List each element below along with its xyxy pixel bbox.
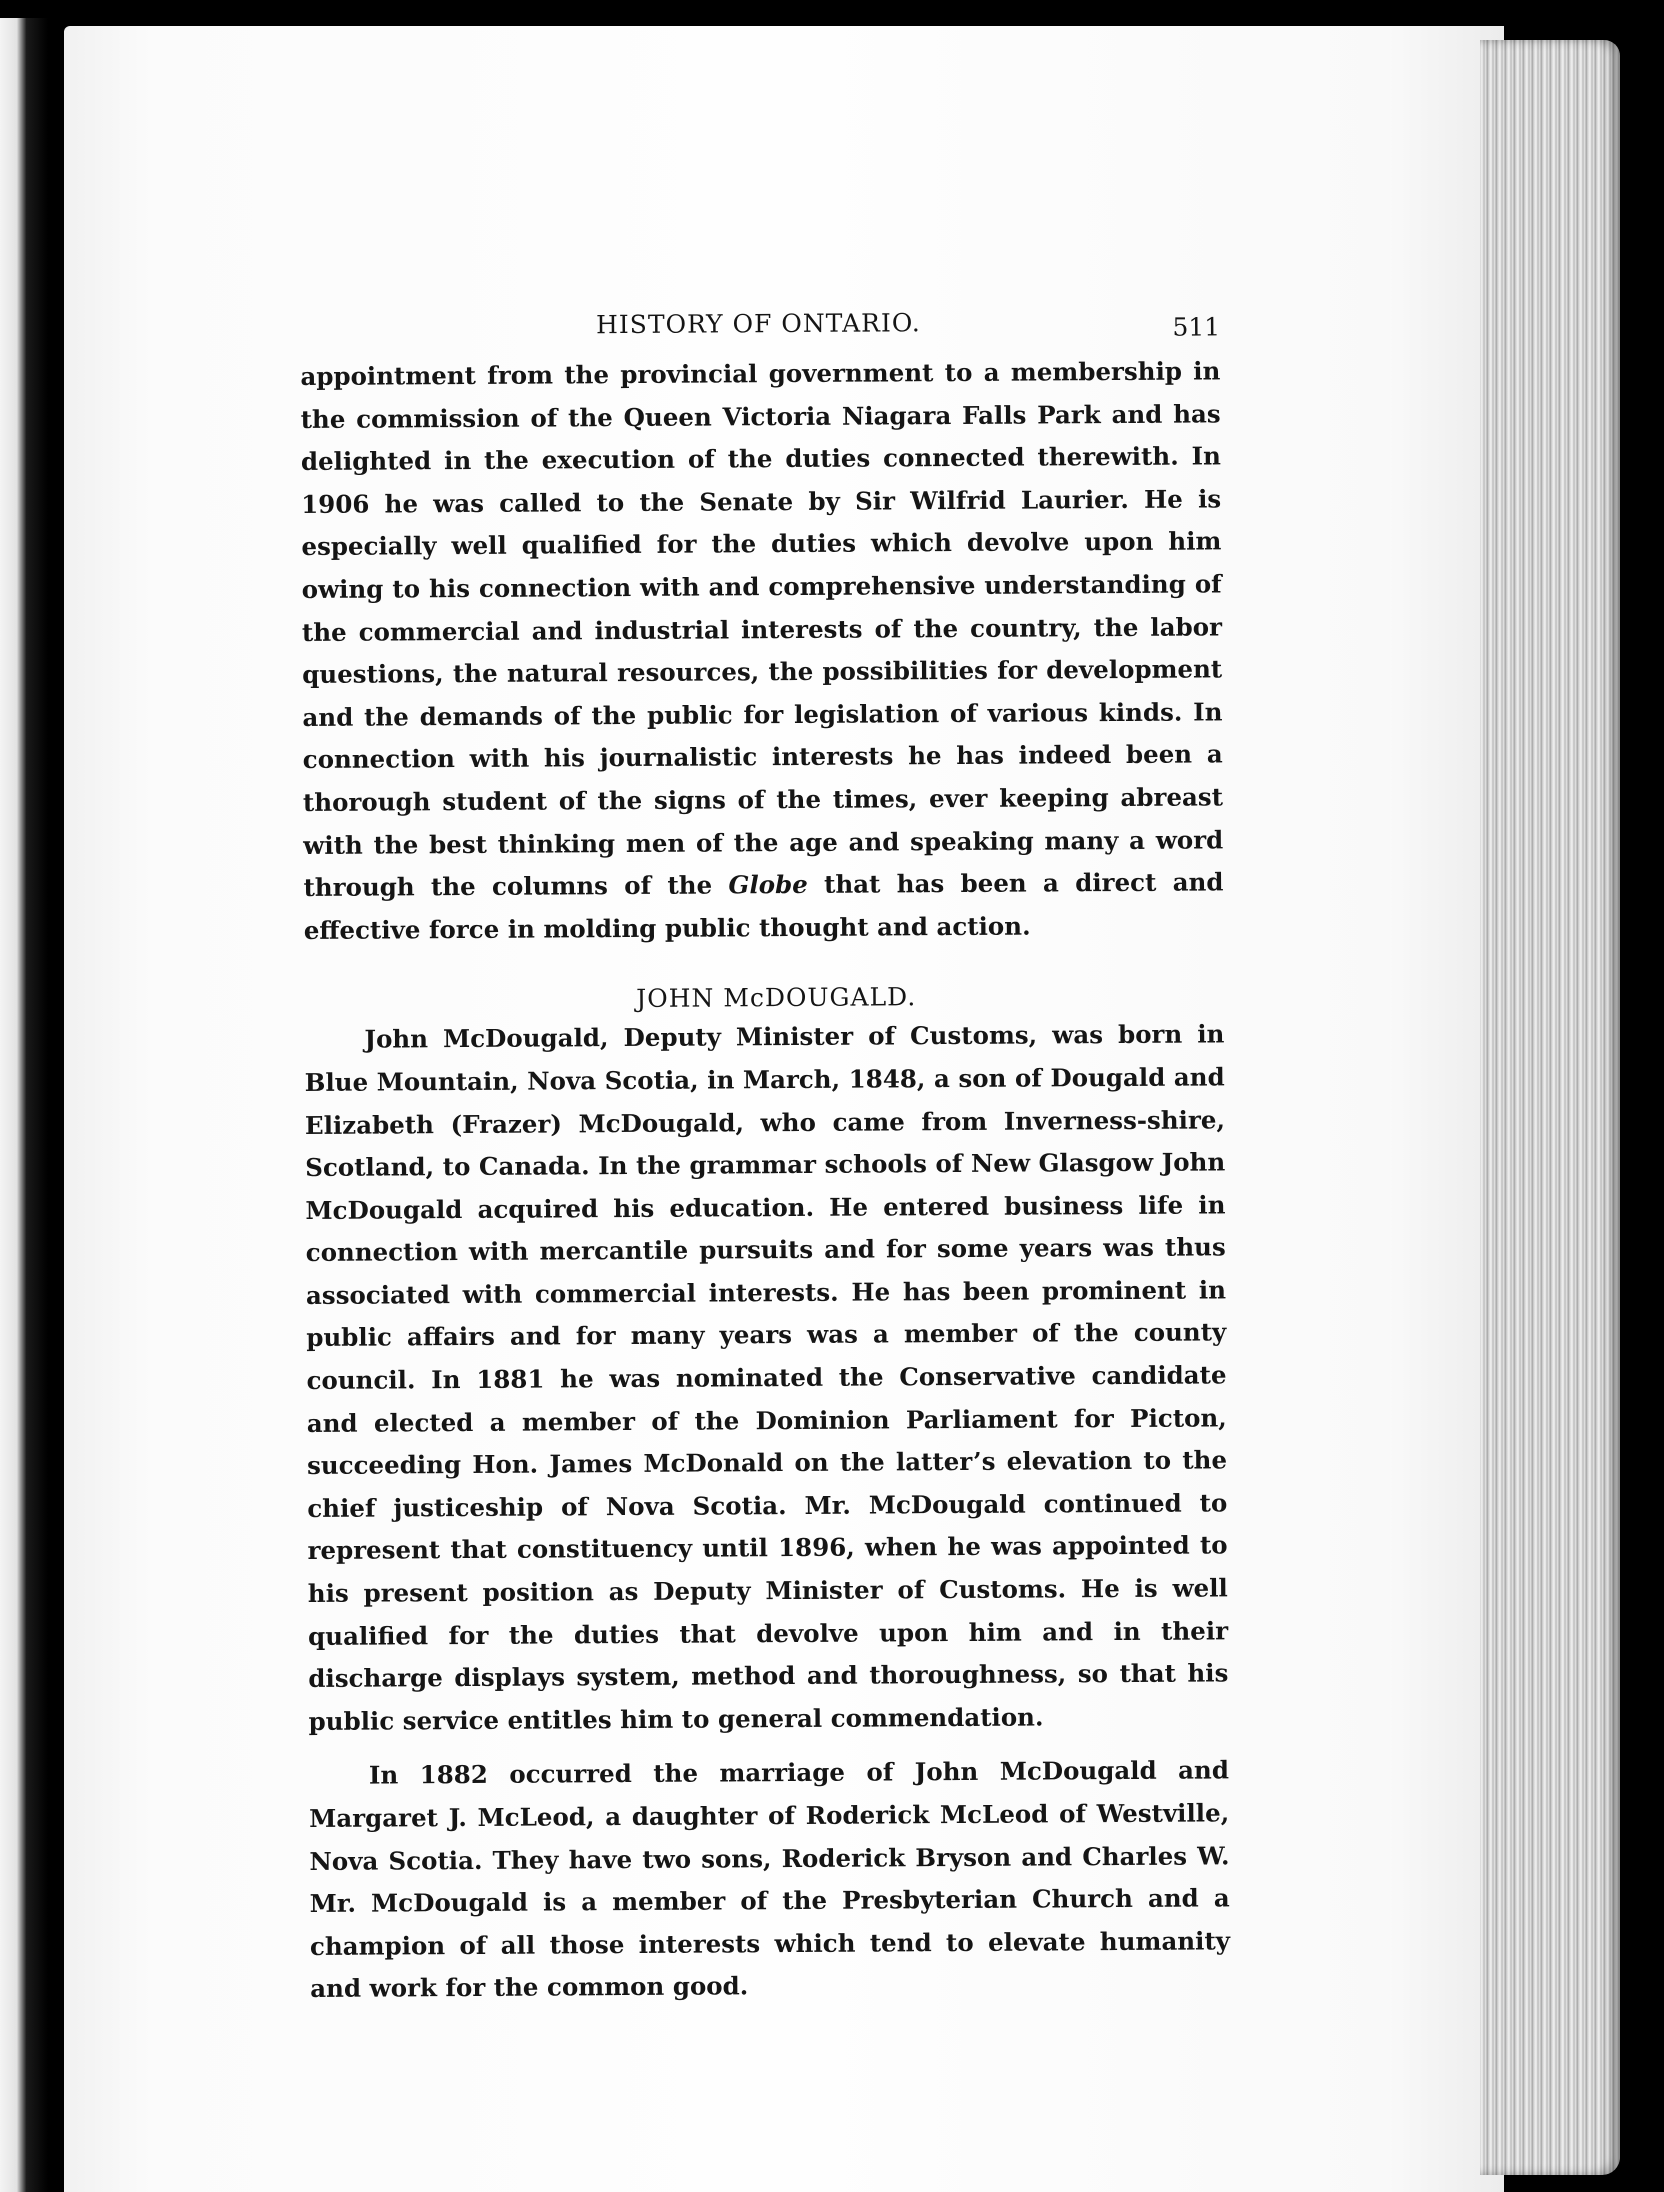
newspaper-title-italic: Globe bbox=[728, 870, 808, 900]
continuation-paragraph bbox=[300, 350, 1224, 952]
page-number: 511 bbox=[1172, 312, 1221, 342]
page-stack-edges bbox=[1480, 40, 1620, 2175]
biography-paragraph-2: In 1882 occurred the marriage of John McDougald and Margaret J. McLeod, a daughter of Roderick McLeod of Westville, Nova Scotia. They have two sons, Roderick Bryson and Charles W. Mr. McDougald is a member of the Presbyterian Church and a champion of all those interests which tend to elevate humanity and work for the common good. bbox=[309, 1755, 1231, 2004]
page-text-block bbox=[300, 306, 1230, 2011]
continuation-text-end: that has been a direct and effective force in molding public thought and action. bbox=[303, 867, 1224, 945]
running-header bbox=[300, 306, 1220, 356]
previous-page-edge bbox=[0, 18, 48, 2192]
continuation-text: appointment from the provincial government to a membership in the commission of the Queen Victoria Niagara Falls Park and has delighted in the execution of the duties connected therewith. In 1906 he was called to the Senate by Sir Wilfrid Laurier. He is especially well qualified for the duties which devolve upon him owing to his connection with and comprehensive understanding of the commercial and industrial interests of the country, the labor questions, the natural resources, the possibilities for development and the demands of the public for legislation of various kinds. In connection with his journalistic interests he has indeed been a thorough student of the signs of the times, ever keeping abreast with the best thinking men of the age and speaking many a word through the columns of the bbox=[300, 356, 1224, 903]
biography-paragraph-1: John McDougald, Deputy Minister of Customs, was born in Blue Mountain, Nova Scotia, in March, 1848, a son of Dougald and Elizabeth (Frazer) McDougald, who came from Inverness-shire, Scotland, to Canada. In the grammar schools of New Glasgow John McDougald acquired his education. He entered business life in connection with mercantile pursuits and for some years was thus associated with commercial interests. He has been prominent in public affairs and for many years was a member of the county council. In 1881 he was nominated the Conservative candidate and elected a member of the Dominion Parliament for Picton, succeeding Hon. James McDonald on the latter’s elevation to the chief justiceship of Nova Scotia. Mr. McDougald continued to represent that constituency until 1896, when he was appointed to his present position as Deputy Minister of Customs. He is well qualified for the duties that devolve upon him and in their discharge displays system, method and thoroughness, so that his public service entitles him to general commendation. bbox=[304, 1019, 1229, 1736]
running-header-title: HISTORY OF ONTARIO. bbox=[595, 308, 921, 340]
section-heading: JOHN McDOUGALD. bbox=[636, 982, 917, 1014]
